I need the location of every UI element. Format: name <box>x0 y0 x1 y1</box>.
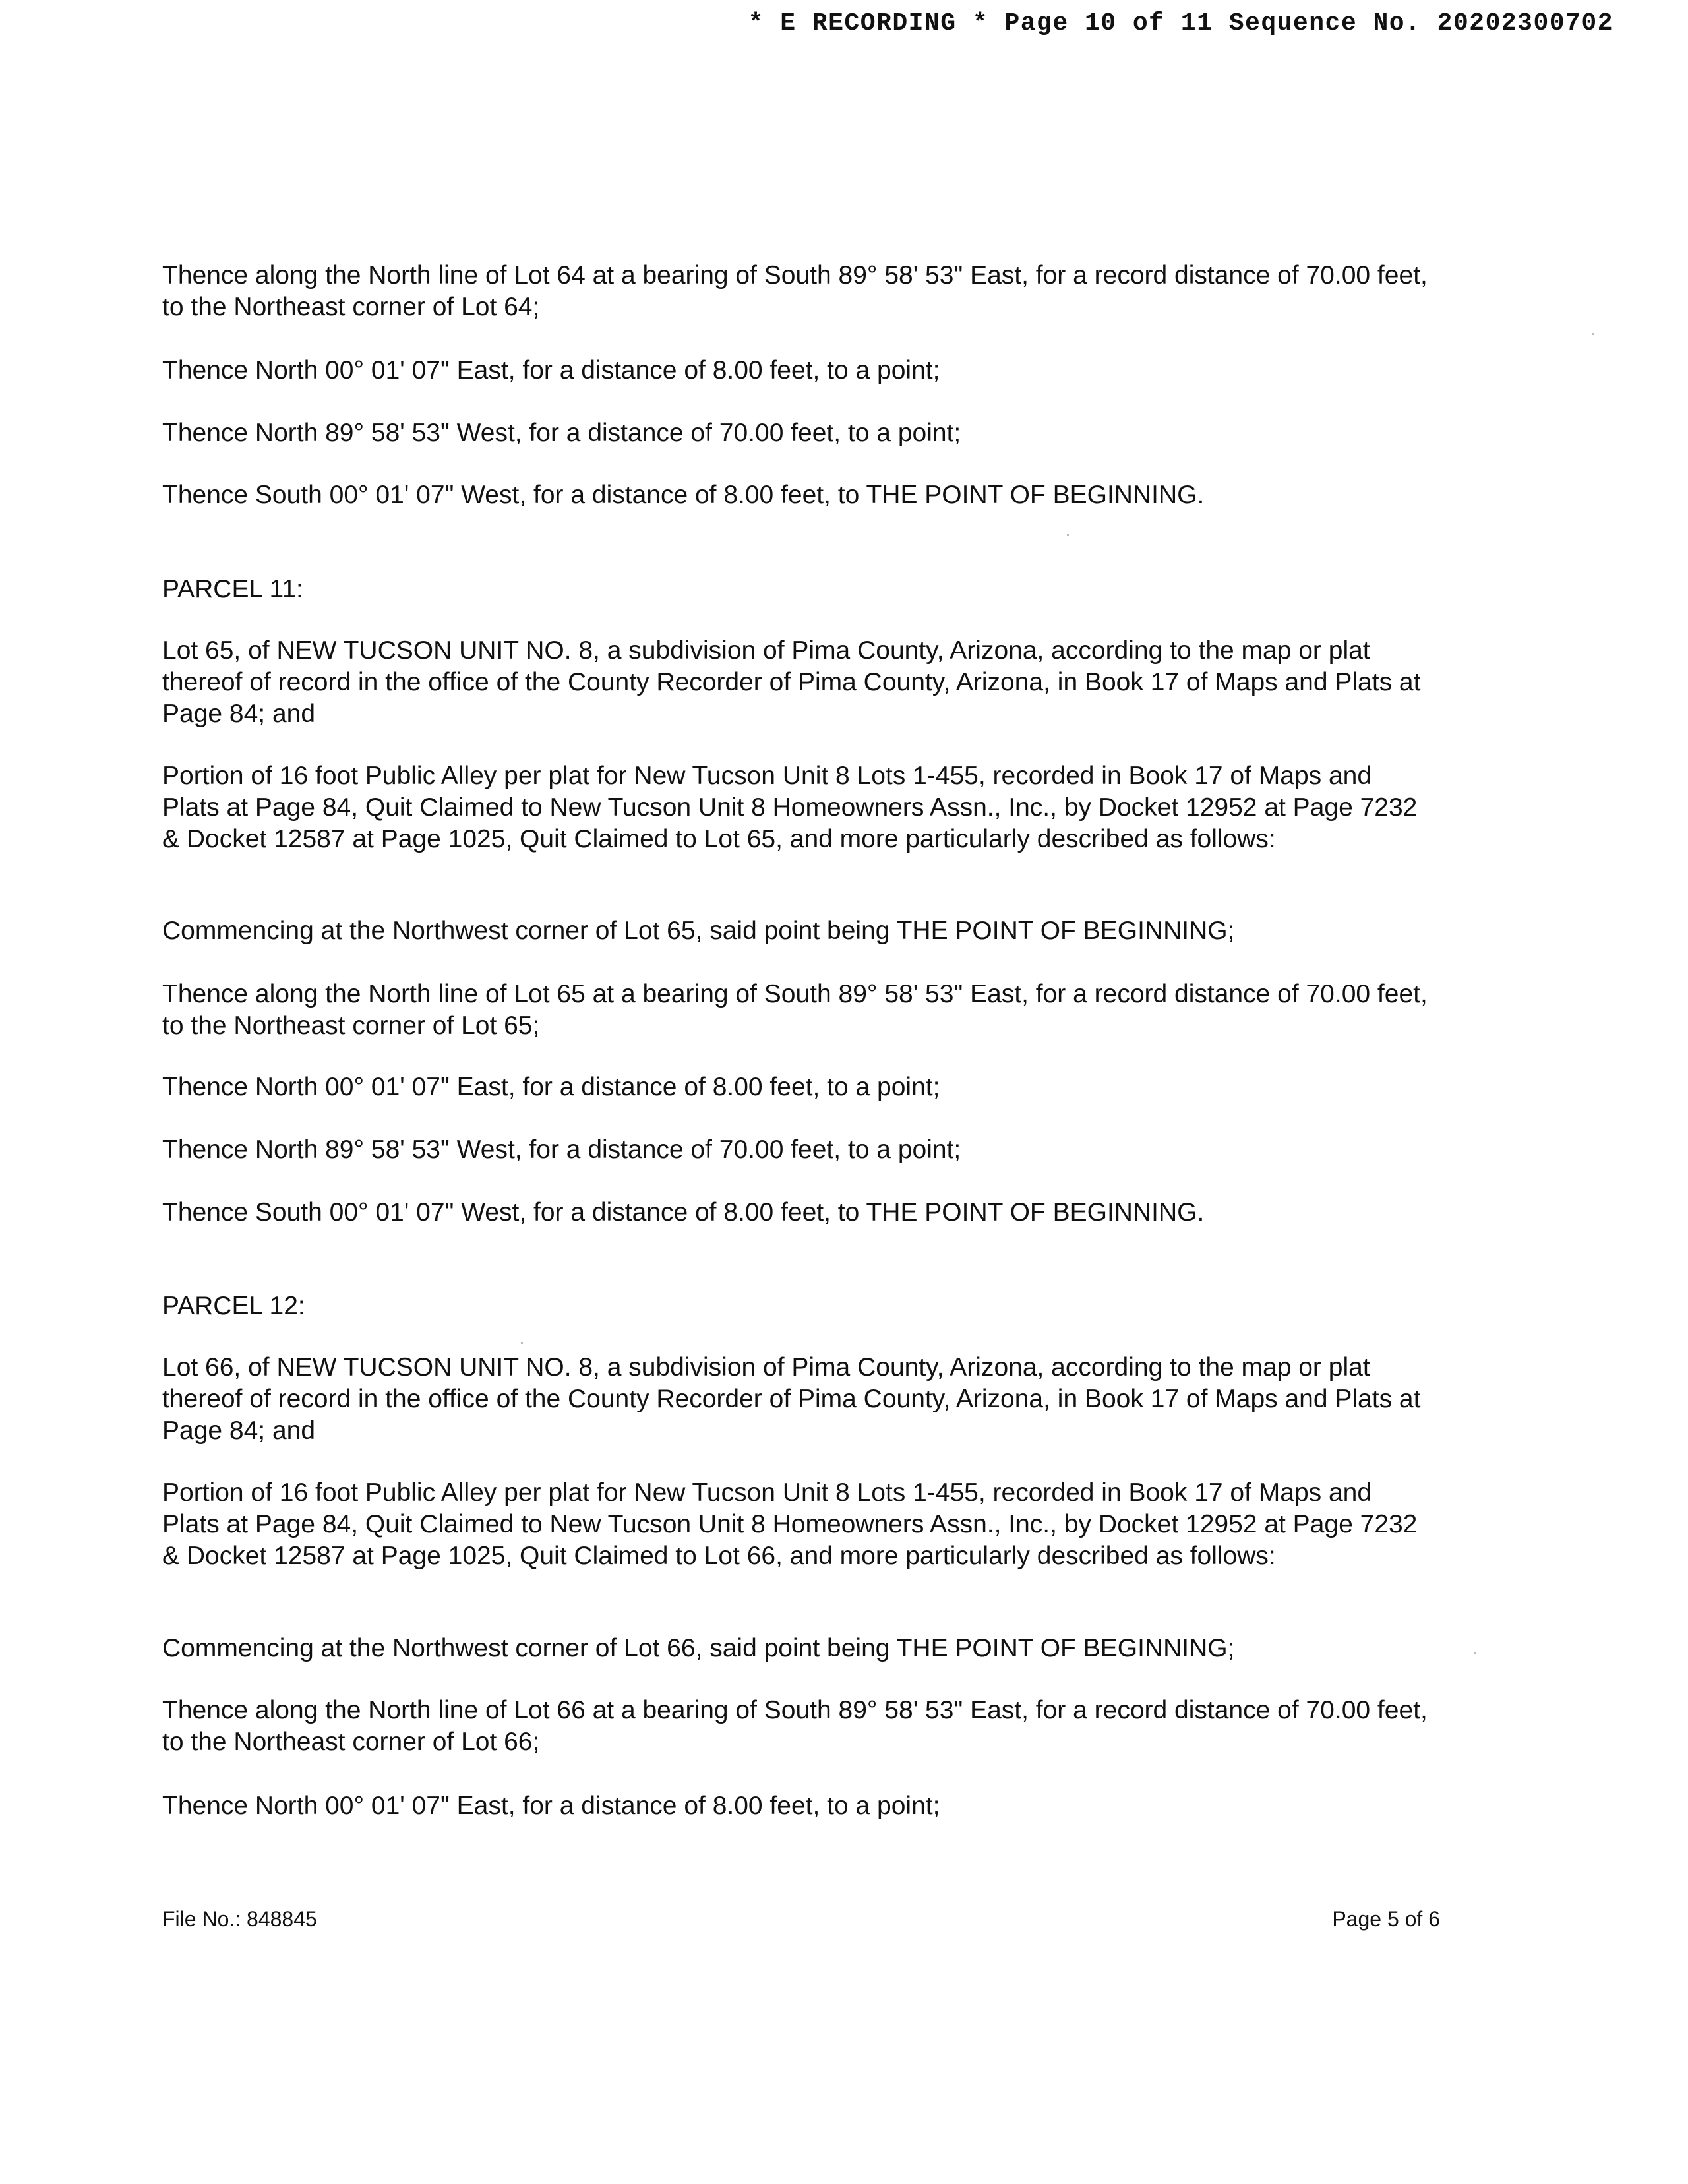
scan-speck <box>1592 333 1594 335</box>
paragraph-lot65-north-line: Thence along the North line of Lot 65 at a bearing of South 89° 58' 53" East, for a record distance of 70.00 feet, to the Northeast corner of Lot 65; <box>162 980 1428 1040</box>
page-number: Page 5 of 6 <box>1332 1907 1440 1931</box>
parcel-11-heading: PARCEL 11: <box>162 575 303 603</box>
paragraph-lot65-description: Lot 65, of NEW TUCSON UNIT NO. 8, a subdivision of Pima County, Arizona, according to the map or plat thereof of record in the office of the County Recorder of Pima County, Arizona, in Book 17 of Maps and Plats at Page 84; and <box>162 636 1421 728</box>
scan-speck <box>521 1342 523 1344</box>
paragraph-lot66-north-line: Thence along the North line of Lot 66 at a bearing of South 89° 58' 53" East, for a record distance of 70.00 feet, to the Northeast corner of Lot 66; <box>162 1696 1428 1756</box>
paragraph-lot66-thence-north: Thence North 00° 01' 07" East, for a distance of 8.00 feet, to a point; <box>162 1792 940 1820</box>
paragraph-lot64-north-line: Thence along the North line of Lot 64 at a bearing of South 89° 58' 53" East, for a record distance of 70.00 feet, to the Northeast corner of Lot 64; <box>162 261 1428 321</box>
paragraph-lot65-thence-south: Thence South 00° 01' 07" West, for a distance of 8.00 feet, to THE POINT OF BEGINNING. <box>162 1198 1205 1227</box>
paragraph-lot66-description: Lot 66, of NEW TUCSON UNIT NO. 8, a subdivision of Pima County, Arizona, according to the map or plat thereof of record in the office of the County Recorder of Pima County, Arizona, in Book 17 of Maps and Plats at Page 84; and <box>162 1353 1421 1445</box>
paragraph-lot66-commencing: Commencing at the Northwest corner of Lot 66, said point being THE POINT OF BEGINNING; <box>162 1634 1235 1662</box>
scan-speck <box>1474 1652 1476 1654</box>
paragraph-lot66-alley-portion: Portion of 16 foot Public Alley per plat for New Tucson Unit 8 Lots 1-455, recorded in Book 17 of Maps and Plats at Page 84, Quit Claimed to New Tucson Unit 8 Homeowners Assn., Inc., by Docket 12952 at Page 7232 & Docket 12587 at Page 1025, Quit Claimed to Lot 66, and more particularly described as follows: <box>162 1478 1418 1570</box>
paragraph-lot64-thence-south: Thence South 00° 01' 07" West, for a distance of 8.00 feet, to THE POINT OF BEGINNING. <box>162 481 1205 509</box>
paragraph-lot65-commencing: Commencing at the Northwest corner of Lot 65, said point being THE POINT OF BEGINNING; <box>162 917 1235 945</box>
paragraph-lot64-thence-west: Thence North 89° 58' 53" West, for a distance of 70.00 feet, to a point; <box>162 419 961 447</box>
file-number: File No.: 848845 <box>162 1907 317 1931</box>
scan-speck <box>1067 534 1069 536</box>
paragraph-lot64-thence-north: Thence North 00° 01' 07" East, for a distance of 8.00 feet, to a point; <box>162 356 940 384</box>
parcel-12-heading: PARCEL 12: <box>162 1292 305 1320</box>
recording-header: * E RECORDING * Page 10 of 11 Sequence No. 20202300702 <box>748 9 1613 38</box>
paragraph-lot65-thence-west: Thence North 89° 58' 53" West, for a distance of 70.00 feet, to a point; <box>162 1136 961 1164</box>
paragraph-lot65-alley-portion: Portion of 16 foot Public Alley per plat for New Tucson Unit 8 Lots 1-455, recorded in Book 17 of Maps and Plats at Page 84, Quit Claimed to New Tucson Unit 8 Homeowners Assn., Inc., by Docket 12952 at Page 7232 & Docket 12587 at Page 1025, Quit Claimed to Lot 65, and more particularly described as follows: <box>162 762 1418 853</box>
paragraph-lot65-thence-north: Thence North 00° 01' 07" East, for a distance of 8.00 feet, to a point; <box>162 1073 940 1101</box>
